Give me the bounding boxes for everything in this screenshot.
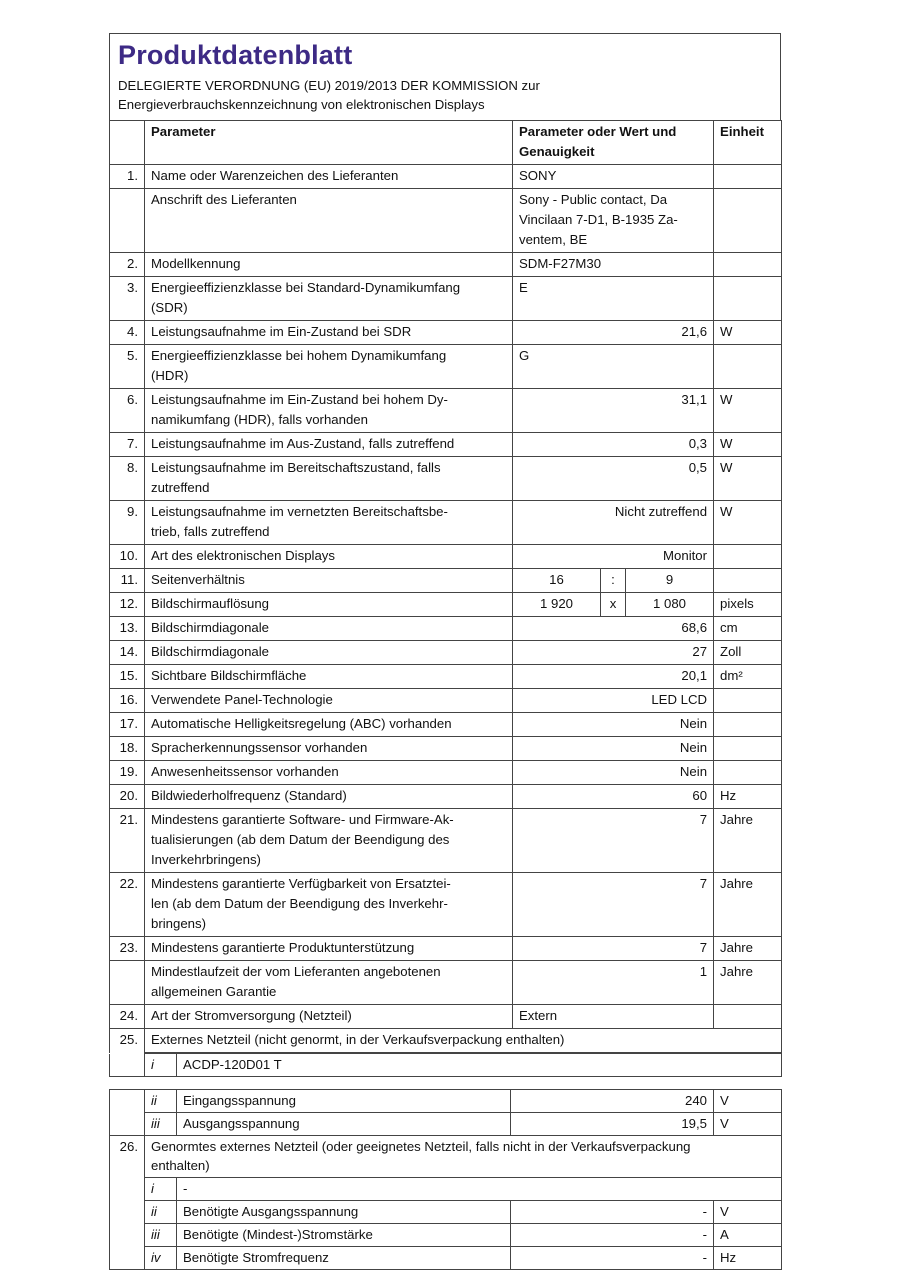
row-value: G xyxy=(513,345,714,389)
table-row xyxy=(110,809,782,873)
row-label xyxy=(145,1136,782,1178)
row-number xyxy=(110,189,145,253)
row-label: Benötigte Ausgangsspannung xyxy=(177,1201,511,1224)
row-label: Bildschirmdiagonale xyxy=(145,617,513,641)
row-unit xyxy=(714,545,782,569)
table-row xyxy=(110,1247,782,1270)
row-unit: Jahre xyxy=(714,937,782,961)
row-number xyxy=(110,961,145,1005)
row-label: Art des elektronischen Displays xyxy=(145,545,513,569)
row-value: 60 xyxy=(513,785,714,809)
row-number: 14. xyxy=(110,641,145,665)
row-label xyxy=(145,277,513,321)
row-label: Externes Netzteil (nicht genormt, in der Verkaufsverpackung enthalten) xyxy=(145,1029,782,1053)
label-line-1: Mindestlaufzeit der vom Lieferanten angebotenen xyxy=(151,964,441,979)
label-line-2: zutreffend xyxy=(151,480,210,495)
row-number xyxy=(110,1224,145,1247)
row-unit: W xyxy=(714,433,782,457)
row-value: 7 xyxy=(513,937,714,961)
row-value: Monitor xyxy=(513,545,714,569)
row-label: Sichtbare Bildschirmfläche xyxy=(145,665,513,689)
table-row xyxy=(110,189,782,253)
row-label: Name oder Warenzeichen des Lieferanten xyxy=(145,165,513,189)
row-label: Automatische Helligkeitsregelung (ABC) vorhanden xyxy=(145,713,513,737)
row-label xyxy=(145,345,513,389)
table-row xyxy=(110,1054,782,1077)
title-box xyxy=(109,33,781,120)
label-line-2: trieb, falls zutreffend xyxy=(151,524,270,539)
row-unit xyxy=(714,253,782,277)
row-index: i xyxy=(145,1178,177,1201)
row-unit: W xyxy=(714,389,782,433)
row-value: Nein xyxy=(513,713,714,737)
label-line-2: enthalten) xyxy=(151,1158,210,1173)
row-unit xyxy=(714,277,782,321)
row-label xyxy=(145,389,513,433)
table-row xyxy=(110,345,782,389)
subtitle-line-2: Energieverbrauchskennzeichnung von elektronischen Displays xyxy=(118,97,485,112)
label-line-1: Leistungsaufnahme im Ein-Zustand bei hohem Dy- xyxy=(151,392,448,407)
aspect-width: 16 xyxy=(513,569,601,593)
table-row xyxy=(110,713,782,737)
row-label: Spracherkennungssensor vorhanden xyxy=(145,737,513,761)
row-unit xyxy=(714,737,782,761)
subtitle-line-1: DELEGIERTE VERORDNUNG (EU) 2019/2013 DER KOMMISSION zur xyxy=(118,78,540,93)
address-line-3: ventem, BE xyxy=(519,232,588,247)
resolution-width: 1 920 xyxy=(513,593,601,617)
row-number xyxy=(110,1113,145,1136)
row-number: 21. xyxy=(110,809,145,873)
row-unit: Jahre xyxy=(714,961,782,1005)
row-value: Nicht zutreffend xyxy=(513,501,714,545)
row-value: SDM-F27M30 xyxy=(513,253,714,277)
row-value: - xyxy=(177,1178,782,1201)
row-number: 17. xyxy=(110,713,145,737)
row-index: iii xyxy=(145,1224,177,1247)
row-number: 15. xyxy=(110,665,145,689)
row-number: 1. xyxy=(110,165,145,189)
row-number: 3. xyxy=(110,277,145,321)
header-value xyxy=(513,121,714,165)
table-row xyxy=(110,785,782,809)
label-line-2: (SDR) xyxy=(151,300,188,315)
row-label: Modellkennung xyxy=(145,253,513,277)
row-unit: pixels xyxy=(714,593,782,617)
label-line-3: Inverkehrbringens) xyxy=(151,852,261,867)
label-line-1: Leistungsaufnahme im vernetzten Bereitschaftsbe- xyxy=(151,504,448,519)
table-row xyxy=(110,593,782,617)
table-row xyxy=(110,1136,782,1178)
table-row xyxy=(110,665,782,689)
row-value: 1 xyxy=(513,961,714,1005)
label-line-3: bringens) xyxy=(151,916,206,931)
row-unit: cm xyxy=(714,617,782,641)
header-unit: Einheit xyxy=(714,121,782,165)
row-index: ii xyxy=(145,1090,177,1113)
row-label: Art der Stromversorgung (Netzteil) xyxy=(145,1005,513,1029)
product-data-sheet xyxy=(109,33,781,1270)
row-value: E xyxy=(513,277,714,321)
row-value: Nein xyxy=(513,737,714,761)
label-line-1: Energieeffizienzklasse bei hohem Dynamikumfang xyxy=(151,348,447,363)
row-value: 20,1 xyxy=(513,665,714,689)
row-value: - xyxy=(511,1201,714,1224)
row-unit xyxy=(714,689,782,713)
row-number: 12. xyxy=(110,593,145,617)
regulation-subtitle xyxy=(118,76,772,114)
table-row xyxy=(110,165,782,189)
row-unit xyxy=(714,1005,782,1029)
row-number: 16. xyxy=(110,689,145,713)
row-number xyxy=(110,1201,145,1224)
row-unit: Hz xyxy=(714,1247,782,1270)
page-break-gap xyxy=(109,1077,781,1089)
row-unit: dm² xyxy=(714,665,782,689)
label-line-2: (HDR) xyxy=(151,368,189,383)
row-label xyxy=(145,501,513,545)
row-value: Nein xyxy=(513,761,714,785)
row-index: iii xyxy=(145,1113,177,1136)
row-number: 26. xyxy=(110,1136,145,1178)
aspect-separator: : xyxy=(601,569,626,593)
table-row xyxy=(110,545,782,569)
label-line-1: Leistungsaufnahme im Bereitschaftszustand, falls xyxy=(151,460,441,475)
resolution-separator: x xyxy=(601,593,626,617)
table-row xyxy=(110,617,782,641)
table-row xyxy=(110,321,782,345)
row-number: 25. xyxy=(110,1029,145,1053)
row-value: - xyxy=(511,1247,714,1270)
table-row xyxy=(110,1224,782,1247)
row-label: Benötigte (Mindest-)Stromstärke xyxy=(177,1224,511,1247)
table-row xyxy=(110,1029,782,1053)
row-unit: V xyxy=(714,1113,782,1136)
row-number: 4. xyxy=(110,321,145,345)
row-label xyxy=(145,873,513,937)
row-label: Bildschirmauflösung xyxy=(145,593,513,617)
row-label: Eingangsspannung xyxy=(177,1090,511,1113)
row-number xyxy=(110,1090,145,1113)
row-label: Mindestens garantierte Produktunterstützung xyxy=(145,937,513,961)
resolution-height: 1 080 xyxy=(626,593,714,617)
row-label: Leistungsaufnahme im Aus-Zustand, falls zutreffend xyxy=(145,433,513,457)
table-row xyxy=(110,641,782,665)
row-label: Seitenverhältnis xyxy=(145,569,513,593)
label-line-2: namikumfang (HDR), falls vorhanden xyxy=(151,412,368,427)
table-row xyxy=(110,1201,782,1224)
row-label xyxy=(145,457,513,501)
row-number: 11. xyxy=(110,569,145,593)
header-parameter: Parameter xyxy=(145,121,513,165)
table-row xyxy=(110,1178,782,1201)
table-row xyxy=(110,253,782,277)
row-number: 18. xyxy=(110,737,145,761)
row-unit xyxy=(714,165,782,189)
row-unit: Hz xyxy=(714,785,782,809)
row-unit xyxy=(714,345,782,389)
row-label: Verwendete Panel-Technologie xyxy=(145,689,513,713)
row-value: 7 xyxy=(513,809,714,873)
row-index: i xyxy=(145,1054,177,1077)
page-title: Produktdatenblatt xyxy=(118,40,353,70)
table-row xyxy=(110,689,782,713)
row-label: Leistungsaufnahme im Ein-Zustand bei SDR xyxy=(145,321,513,345)
label-line-2: allgemeinen Garantie xyxy=(151,984,277,999)
header-value-line-1: Parameter oder Wert und xyxy=(519,124,677,139)
row-unit: Jahre xyxy=(714,809,782,873)
power-supply-table xyxy=(109,1089,782,1270)
row-unit xyxy=(714,713,782,737)
table-row xyxy=(110,277,782,321)
row-number: 19. xyxy=(110,761,145,785)
row-unit: V xyxy=(714,1090,782,1113)
row-unit xyxy=(714,761,782,785)
row-unit: W xyxy=(714,501,782,545)
header-num xyxy=(110,121,145,165)
row-label xyxy=(145,809,513,873)
row-unit: W xyxy=(714,321,782,345)
row-value: 0,3 xyxy=(513,433,714,457)
row-unit: Zoll xyxy=(714,641,782,665)
row-number: 5. xyxy=(110,345,145,389)
table-row xyxy=(110,433,782,457)
row-label: Bildschirmdiagonale xyxy=(145,641,513,665)
row-value: - xyxy=(511,1224,714,1247)
label-line-1: Genormtes externes Netzteil (oder geeignetes Netzteil, falls nicht in der Verkaufsverpackung xyxy=(151,1139,691,1154)
row-number: 13. xyxy=(110,617,145,641)
row-number xyxy=(110,1054,145,1077)
row-number: 20. xyxy=(110,785,145,809)
aspect-height: 9 xyxy=(626,569,714,593)
table-row xyxy=(110,457,782,501)
row-number: 2. xyxy=(110,253,145,277)
label-line-2: tualisierungen (ab dem Datum der Beendigung des xyxy=(151,832,450,847)
row-number: 9. xyxy=(110,501,145,545)
table-row xyxy=(110,937,782,961)
label-line-1: Mindestens garantierte Verfügbarkeit von Ersatztei- xyxy=(151,876,451,891)
row-label xyxy=(145,961,513,1005)
table-header-row xyxy=(110,121,782,165)
row-number xyxy=(110,1247,145,1270)
row-label: Anschrift des Lieferanten xyxy=(145,189,513,253)
row-unit xyxy=(714,189,782,253)
row-number: 23. xyxy=(110,937,145,961)
table-row xyxy=(110,961,782,1005)
row-value: SONY xyxy=(513,165,714,189)
row-number: 24. xyxy=(110,1005,145,1029)
row-value: ACDP-120D01 T xyxy=(177,1054,782,1077)
row-value: 27 xyxy=(513,641,714,665)
row-value: 7 xyxy=(513,873,714,937)
power-supply-id-table xyxy=(109,1053,782,1077)
row-number: 6. xyxy=(110,389,145,433)
table-row xyxy=(110,1113,782,1136)
row-value: 21,6 xyxy=(513,321,714,345)
row-number: 8. xyxy=(110,457,145,501)
row-unit xyxy=(714,569,782,593)
label-line-1: Energieeffizienzklasse bei Standard-Dynamikumfang xyxy=(151,280,461,295)
row-index: ii xyxy=(145,1201,177,1224)
parameter-table xyxy=(109,120,782,1053)
row-value xyxy=(513,189,714,253)
table-row xyxy=(110,389,782,433)
row-label: Anwesenheitssensor vorhanden xyxy=(145,761,513,785)
row-value: LED LCD xyxy=(513,689,714,713)
row-number: 10. xyxy=(110,545,145,569)
row-unit: Jahre xyxy=(714,873,782,937)
table-row xyxy=(110,501,782,545)
row-label: Benötigte Stromfrequenz xyxy=(177,1247,511,1270)
address-line-1: Sony - Public contact, Da xyxy=(519,192,668,207)
row-value: 240 xyxy=(511,1090,714,1113)
table-row xyxy=(110,1005,782,1029)
row-number xyxy=(110,1178,145,1201)
row-value: 31,1 xyxy=(513,389,714,433)
row-value: 0,5 xyxy=(513,457,714,501)
row-value: Extern xyxy=(513,1005,714,1029)
table-row xyxy=(110,873,782,937)
row-unit: A xyxy=(714,1224,782,1247)
table-row xyxy=(110,737,782,761)
header-value-line-2: Genauigkeit xyxy=(519,144,595,159)
row-value: 68,6 xyxy=(513,617,714,641)
row-number: 22. xyxy=(110,873,145,937)
label-line-1: Mindestens garantierte Software- und Firmware-Ak- xyxy=(151,812,454,827)
table-row xyxy=(110,761,782,785)
row-index: iv xyxy=(145,1247,177,1270)
row-unit: W xyxy=(714,457,782,501)
row-unit: V xyxy=(714,1201,782,1224)
address-line-2: Vincilaan 7-D1, B-1935 Za- xyxy=(519,212,678,227)
table-row xyxy=(110,569,782,593)
label-line-2: len (ab dem Datum der Beendigung des Inverkehr- xyxy=(151,896,448,911)
row-number: 7. xyxy=(110,433,145,457)
row-value: 19,5 xyxy=(511,1113,714,1136)
row-label: Ausgangsspannung xyxy=(177,1113,511,1136)
table-row xyxy=(110,1090,782,1113)
row-label: Bildwiederholfrequenz (Standard) xyxy=(145,785,513,809)
